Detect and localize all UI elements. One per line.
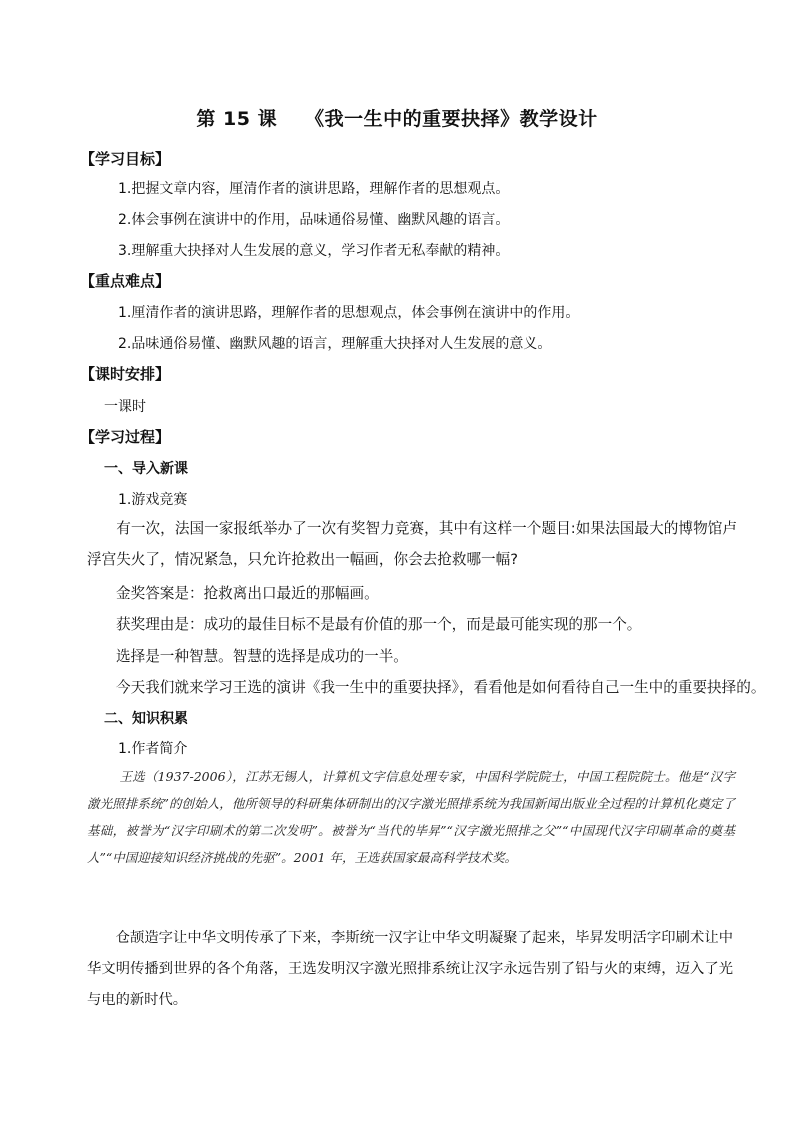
key-point-item-1: 1.厘清作者的演讲思路，理解作者的思想观点，体会事例在演讲中的作用。 xyxy=(118,305,580,321)
goal-item-2: 2.体会事例在演讲中的作用，品味通俗易懂、幽默风趣的语言。 xyxy=(118,212,510,228)
wisdom-line: 选择是一种智慧。智慧的选择是成功的一半。 xyxy=(116,648,408,665)
part1-title: 一、导入新课 xyxy=(104,461,188,477)
gold-answer: 金奖答案是：抢救离出口最近的那幅画。 xyxy=(116,585,379,602)
title-lesson-number: 第 15 课 xyxy=(196,108,278,130)
heading-key-points: 【重点难点】 xyxy=(80,272,171,290)
author-bio: 王选（1937-2006），江苏无锡人，计算机文字信息处理专家，中国科学院院士，中国工程院院士。他是“汉字激光照排系统”的创始人，他所领导的科研集体研制出的汉字激光照排系统为我国新闻出版业全过程的计算机化奠定了基础，被誉为“汉字印刷术的第二次发明”。被誉为“当代的毕昇”“汉字激光照排之父”“中国现代汉字印刷革命的奠基人”“中国迎接知识经济挑战的先驱”。2001 年，王选获国家最高科学技术奖。 xyxy=(87,769,735,865)
intro-paragraph: 有一次，法国一家报纸举办了一次有奖智力竞赛，其中有这样一个题目:如果法国最大的博物馆卢浮宫失火了，情况紧急，只允许抢救出一幅画，你会去抢救哪一幅? xyxy=(87,520,737,568)
part2-title: 二、知识积累 xyxy=(104,711,188,727)
title-lesson-name: 《我一生中的重要抉择》教学设计 xyxy=(305,108,598,130)
heading-learning-process: 【学习过程】 xyxy=(80,428,171,446)
award-reason: 获奖理由是：成功的最佳目标不是最有价值的那一个，而是最可能实现的那一个。 xyxy=(116,616,642,633)
today-line: 今天我们就来学习王选的演讲《我一生中的重要抉择》，看看他是如何看待自己一生中的重要抉择的。 xyxy=(116,679,766,696)
closing-paragraph: 仓颉造字让中华文明传承了下来，李斯统一汉字让中华文明凝聚了起来，毕昇发明活字印刷术让中华文明传播到世界的各个角落，王选发明汉字激光照排系统让汉字永远告别了铅与火的束缚，迈入了光与电的新时代。 xyxy=(87,930,733,1008)
part2-subtitle: 1.作者简介 xyxy=(118,741,188,757)
schedule-text: 一课时 xyxy=(104,399,146,415)
page-title xyxy=(0,104,794,131)
heading-learning-goals: 【学习目标】 xyxy=(80,150,171,168)
goal-item-1: 1.把握文章内容，厘清作者的演讲思路，理解作者的思想观点。 xyxy=(118,181,510,197)
goal-item-3: 3.理解重大抉择对人生发展的意义，学习作者无私奉献的精神。 xyxy=(118,243,510,259)
part1-subtitle: 1.游戏竞赛 xyxy=(118,492,188,508)
heading-schedule: 【课时安排】 xyxy=(80,365,171,383)
key-point-item-2: 2.品味通俗易懂、幽默风趣的语言，理解重大抉择对人生发展的意义。 xyxy=(118,336,552,352)
